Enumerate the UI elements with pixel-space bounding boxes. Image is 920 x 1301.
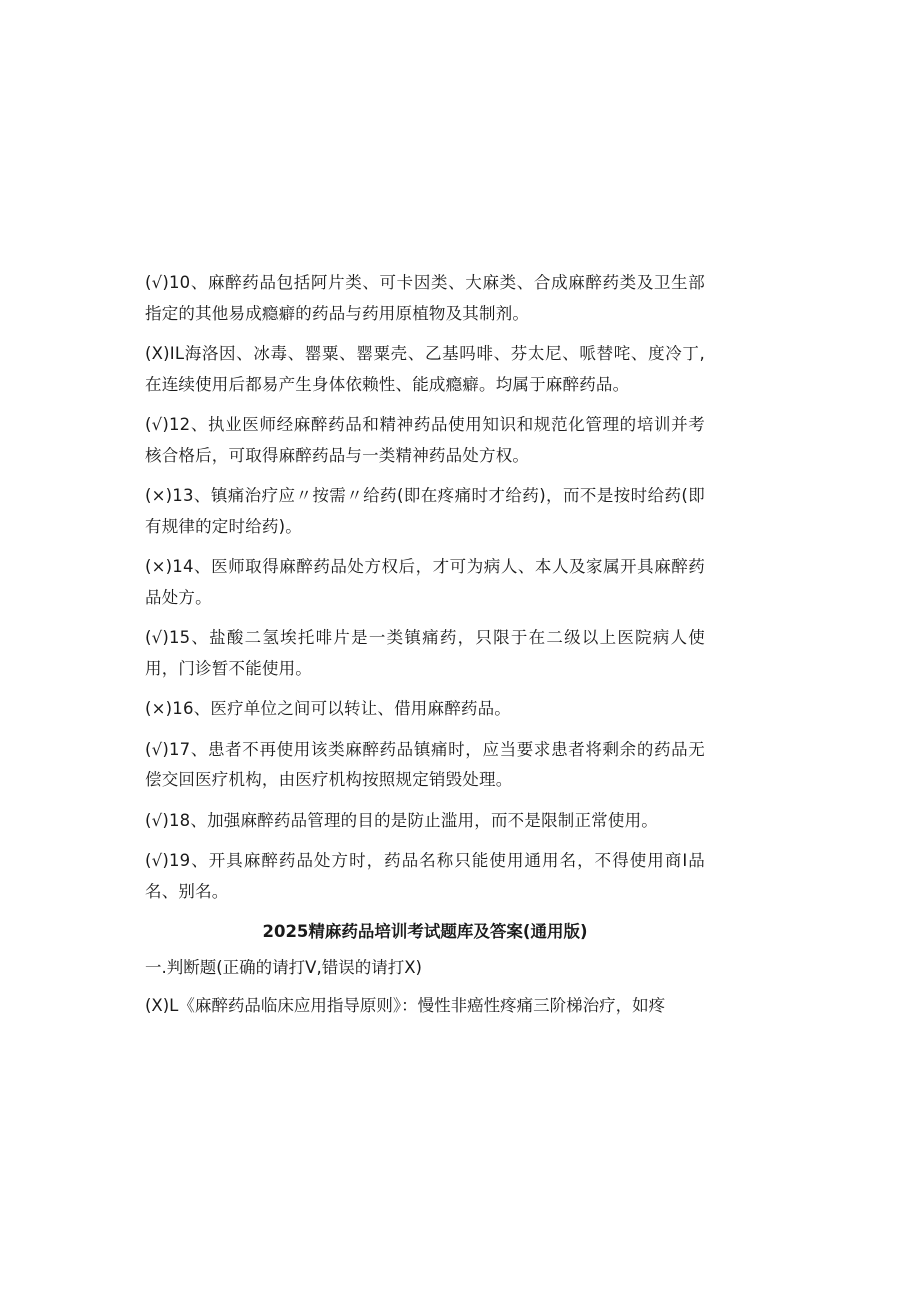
question-12: (√)12、执业医师经麻醉药品和精神药品使用知识和规范化管理的培训并考核合格后，可取得麻醉药品与一类精神药品处方权。 [145, 415, 705, 465]
question-17: (√)17、患者不再使用该类麻醉药品镇痛时，应当要求患者将剩余的药品无偿交回医疗机构，由医疗机构按照规定销毁处理。 [145, 739, 705, 789]
question-13: (×)13、镇痛治疗应〃按需〃给药(即在疼痛时才给药)，而不是按时给药(即有规律的定时给药)。 [145, 486, 705, 536]
question-18: (√)18、加强麻醉药品管理的目的是防止滥用，而不是限制正常使用。 [145, 810, 658, 830]
question-10: (√)10、麻醉药品包括阿片类、可卡因类、大麻类、合成麻醉药类及卫生部指定的其他易成瘾癖的药品与药用原植物及其制剂。 [145, 273, 705, 323]
section-heading: 一.判断题(正确的请打V,错误的请打X) [145, 958, 422, 977]
question-15: (√)15、盐酸二氢埃托啡片是一类镇痛药，只限于在二级以上医院病人使用，门诊暂不能使用。 [145, 628, 705, 678]
question-19: (√)19、开具麻醉药品处方时，药品名称只能使用通用名，不得使用商I品名、别名。 [145, 851, 705, 901]
question-16: (×)16、医疗单位之间可以转让、借用麻醉药品。 [145, 699, 511, 718]
question-14: (×)14、医师取得麻醉药品处方权后，才可为病人、本人及家属开具麻醉药品处方。 [145, 557, 705, 607]
document-page [145, 268, 705, 1021]
document-title: 2025精麻药品培训考试题库及答案(通用版) [262, 922, 588, 941]
question-1: (X)L《麻醉药品临床应用指导原则》：慢性非癌性疼痛三阶梯治疗，如疼 [145, 996, 666, 1015]
question-11: (X)IL海洛因、冰毒、罂粟、罂粟壳、乙基吗啡、芬太尼、哌替咤、度冷丁,在连续使用后都易产生身体依赖性、能成瘾癖。均属于麻醉药品。 [145, 344, 705, 394]
